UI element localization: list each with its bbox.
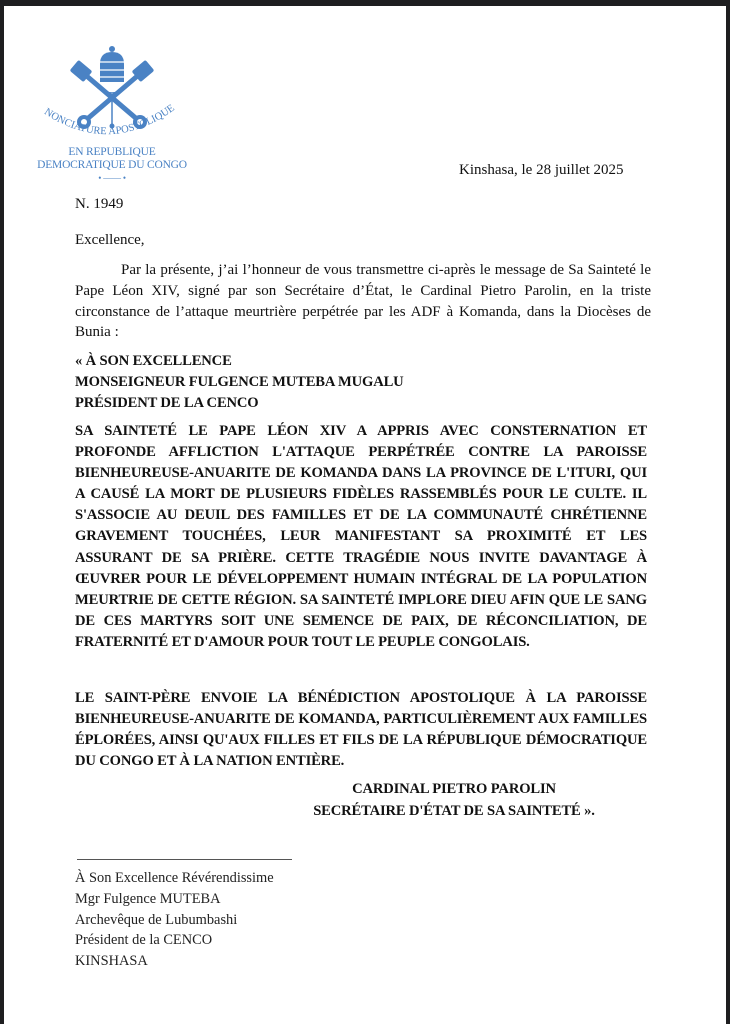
logo-line-1: EN REPUBLIQUE (68, 146, 156, 158)
signature-block (274, 778, 634, 822)
separator-rule (77, 859, 292, 860)
recipient-line: Archevêque de Lubumbashi (75, 911, 238, 928)
arc-text: NONCIATURE APOSTOLIQUE (42, 102, 177, 138)
recipient-line: KINSHASA (75, 953, 148, 970)
recipient-line: Président de la CENCO (75, 932, 213, 949)
recipient-line: Mgr Fulgence MUTEBA (75, 890, 221, 907)
signature-name: CARDINAL PIETRO PAROLIN (352, 781, 556, 797)
address-line: MONSEIGNEUR FULGENCE MUTEBA MUGALU (75, 374, 404, 390)
intro-paragraph: Par la présente, j’ai l’honneur de vous transmettre ci-après le message de Sa Sainteté le Pape Léon XIV, signé par son Secrétaire d’État, le Cardinal Pietro Parolin, en la triste circonstance de l’attaque meurtrière perpétrée par les ADF à Komanda, dans la Diocèses de Bunia : (75, 262, 651, 341)
recipient-block (75, 868, 274, 972)
place-date: Kinshasa, le 28 juillet 2025 (459, 162, 624, 178)
nunciature-logo (32, 42, 192, 192)
address-line: « À SON EXCELLENCE (75, 353, 232, 369)
message-paragraph-1: SA SAINTETÉ LE PAPE LÉON XIV A APPRIS AVEC CONSTERNATION ET PROFONDE AFFLICTION L'ATTAQUE PERPÉTRÉE CONTRE LA PAROISSE BIENHEUREUSE-ANUARITE DE KOMANDA DANS LA PROVINCE DE L'ITURI, QUI A CAUSÉ LA MORT DE PLUSIEURS FIDÈLES RASSEMBLÉS POUR LE CULTE. IL S'ASSOCIE AU DEUIL DES FAMILLES ET DE LA COMMUNAUTÉ CHRÉTIENNE GRAVEMENT TOUCHÉES, LEUR MANIFESTANT SA PROXIMITÉ ET LES ASSURANT DE SA PRIÈRE. CETTE TRAGÉDIE NOUS INVITE DAVANTAGE À ŒUVRER POUR LE DÉVELOPPEMENT HUMAIN INTÉGRAL DE LA POPULATION MEURTRIE DE CETTE RÉGION. SA SAINTETÉ IMPLORE DIEU AFIN QUE LE SANG DE CES MARTYRS SOIT UNE SEMENCE DE PAIX, DE RÉCONCILIATION, DE FRATERNITÉ ET D'AMOUR POUR TOUT LE PEUPLE CONGOLAIS. (75, 423, 647, 650)
logo-ornament: • —— • (98, 173, 126, 183)
recipient-line: À Son Excellence Révérendissime (75, 870, 274, 886)
papal-emblem-icon (32, 42, 192, 146)
message-address (75, 351, 655, 414)
tiara-icon (100, 46, 124, 82)
signature-title: SECRÉTAIRE D'ÉTAT DE SA SAINTETÉ ». (313, 803, 595, 819)
salutation: Excellence, (75, 232, 145, 248)
logo-line-2: DEMOCRATIQUE DU CONGO (37, 159, 187, 171)
reference-number: N. 1949 (75, 196, 124, 212)
letter-page (4, 6, 726, 1024)
message-paragraph-2: LE SAINT-PÈRE ENVOIE LA BÉNÉDICTION APOSTOLIQUE À LA PAROISSE BIENHEUREUSE-ANUARITE DE KOMANDA, PARTICULIÈREMENT AUX FAMILLES ÉPLORÉES, AINSI QU'AUX FILLES ET FILS DE LA RÉPUBLIQUE DÉMOCRATIQUE DU CONGO ET À LA NATION ENTIÈRE. (75, 690, 647, 770)
address-line: PRÉSIDENT DE LA CENCO (75, 395, 259, 411)
